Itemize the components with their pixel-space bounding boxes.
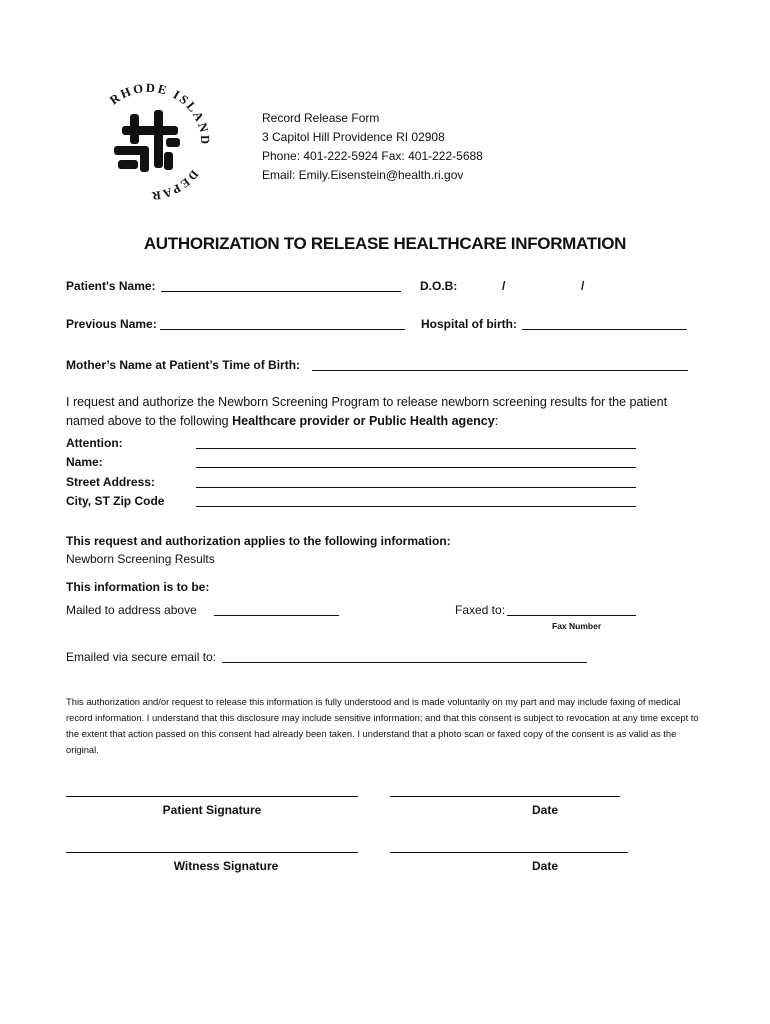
city-state-zip-field[interactable] [196,506,636,507]
secure-email-field[interactable] [222,662,587,663]
emailed-label: Emailed via secure email to: [66,650,217,664]
page-title: AUTHORIZATION TO RELEASE HEALTHCARE INFORMATION [143,234,627,253]
street-address-label: Street Address: [66,475,155,489]
applies-heading: This request and authorization applies to the following information: [66,534,451,548]
witness-signature-field[interactable] [66,852,358,853]
hospital-of-birth-field[interactable] [522,329,687,330]
date-label: Date [531,803,558,817]
street-address-field[interactable] [196,487,636,488]
attention-field[interactable] [196,448,636,449]
fax-number-caption: Fax Number [552,621,602,631]
dob-separator: / [502,279,506,293]
hospital-of-birth-label: Hospital of birth: [421,317,517,331]
witness-date-label: Date [531,859,558,873]
mothers-name-label: Mother’s Name at Patient’s Time of Birth: [66,358,301,372]
attention-label: Attention: [66,436,123,450]
dob-field[interactable] [470,277,620,293]
dob-separator: / [581,279,585,293]
contact-email: Email: Emily.Eisenstein@health.ri.gov [262,168,464,182]
previous-name-label: Previous Name: [66,317,157,331]
ri-department-of-health-logo [80,80,218,210]
fax-number-field[interactable] [507,615,636,616]
witness-signature-label: Witness Signature [173,859,279,873]
svg-text:RHODE ISLAND: RHODE ISLAND [107,80,213,147]
patient-name-field[interactable] [161,291,401,292]
phone-fax: Phone: 401-222-5924 Fax: 401-222-5688 [262,149,483,163]
city-state-zip-label: City, ST Zip Code [66,494,165,508]
patient-signature-label: Patient Signature [162,803,262,817]
mothers-name-field[interactable] [312,370,688,371]
delivery-heading: This information is to be: [66,580,210,594]
svg-text:DEPARTMENT OF HEALTH: DEPAR [149,167,202,204]
disclaimer-text: This authorization and/or request to release this information is fully understood and is made voluntarily on my part and may include faxing of medical record information. I understand that this disclosure may include sensitive information; and that this consent is subject to revocation at any time except to the extent that action passed on this consent had already been taken. I understand that a photo scan or faxed copy of the consent is as valid as the original. [66,696,699,755]
agency-address: 3 Capitol Hill Providence RI 02908 [262,130,445,144]
request-paragraph [66,393,706,431]
mailed-label: Mailed to address above [66,603,197,617]
recipient-name-field[interactable] [196,467,636,468]
recipient-name-label: Name: [66,455,103,469]
date-field[interactable] [390,796,620,797]
applies-item: Newborn Screening Results [66,552,215,566]
request-text: I request and authorize the Newborn Screening Program to release newborn screening results for the patient named above to the following [66,395,668,428]
request-colon: : [494,414,499,428]
patient-name-label: Patient's Name: [66,279,156,293]
dob-label: D.O.B: [420,279,458,293]
faxed-label: Faxed to: [455,603,506,617]
form-name: Record Release Form [262,111,380,125]
patient-signature-field[interactable] [66,796,358,797]
request-recipient-type: Healthcare provider or Public Health agency [232,414,495,428]
witness-date-field[interactable] [390,852,628,853]
mailed-field[interactable] [214,615,339,616]
previous-name-field[interactable] [160,329,405,330]
